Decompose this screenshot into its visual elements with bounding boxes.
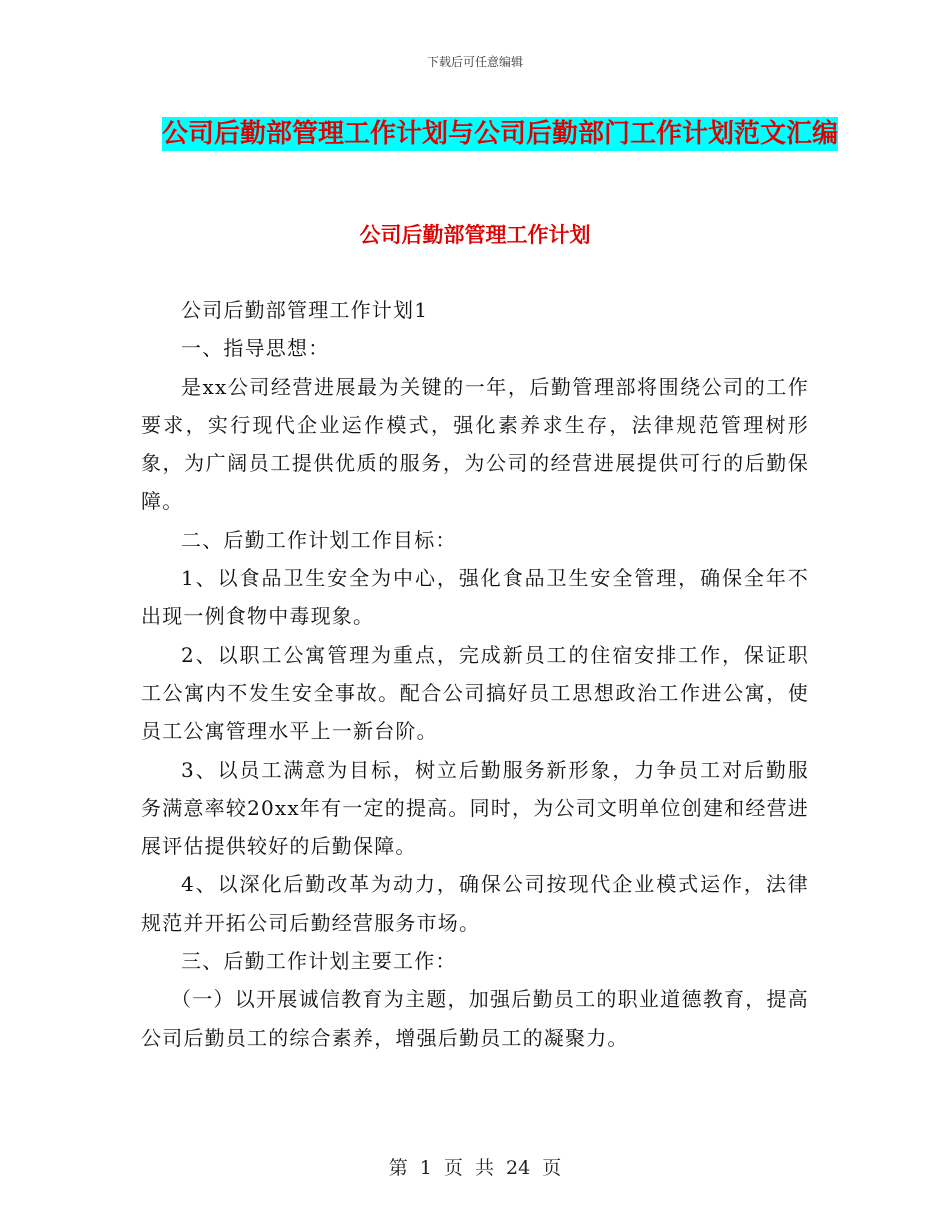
paragraph: 一、指导思想： — [181, 336, 330, 361]
paragraph: 2、以职工公寓管理为重点，完成新员工的住宿安排工作，保证职工公寓内不发生安全事故。配合公司搞好员工思想政治工作进公寓，使员工公寓管理水平上一新台阶。 — [141, 642, 809, 744]
section-title: 公司后勤部管理工作计划 — [359, 223, 591, 247]
document-title — [140, 108, 860, 160]
paragraph: 1、以食品卫生安全为中心，强化食品卫生安全管理，确保全年不出现一例食物中毒现象。 — [141, 566, 809, 629]
paragraph: 公司后勤部管理工作计划1 — [181, 298, 429, 322]
header-note: 下载后可任意编辑 — [426, 55, 523, 69]
paragraph: 三、后勤工作计划主要工作： — [181, 949, 457, 974]
paragraph: 4、以深化后勤改革为动力，确保公司按现代企业模式运作，法律规范并开拓公司后勤经营服务市场。 — [141, 872, 809, 935]
paragraph: 3、以员工满意为目标，树立后勤服务新形象，力争员工对后勤服务满意率较20xx年有一定的提高。同时，为公司文明单位创建和经营进展评估提供较好的后勤保障。 — [141, 757, 809, 859]
document-body — [141, 291, 809, 1057]
paragraph: （一）以开展诚信教育为主题，加强后勤员工的职业道德教育，提高公司后勤员工的综合素养，增强后勤员工的凝聚力。 — [141, 987, 809, 1050]
paragraph: 是xx公司经营进展最为关键的一年，后勤管理部将围绕公司的工作要求，实行现代企业运作模式，强化素养求生存，法律规范管理树形象，为广阔员工提供优质的服务，为公司的经营进展提供可行的后勤保障。 — [141, 374, 809, 514]
page-footer: 第 1 页 共 24 页 — [388, 1157, 562, 1179]
document-title-text: 公司后勤部管理工作计划与公司后勤部门工作计划范文汇编 — [161, 119, 838, 149]
paragraph: 二、后勤工作计划工作目标： — [181, 527, 457, 552]
